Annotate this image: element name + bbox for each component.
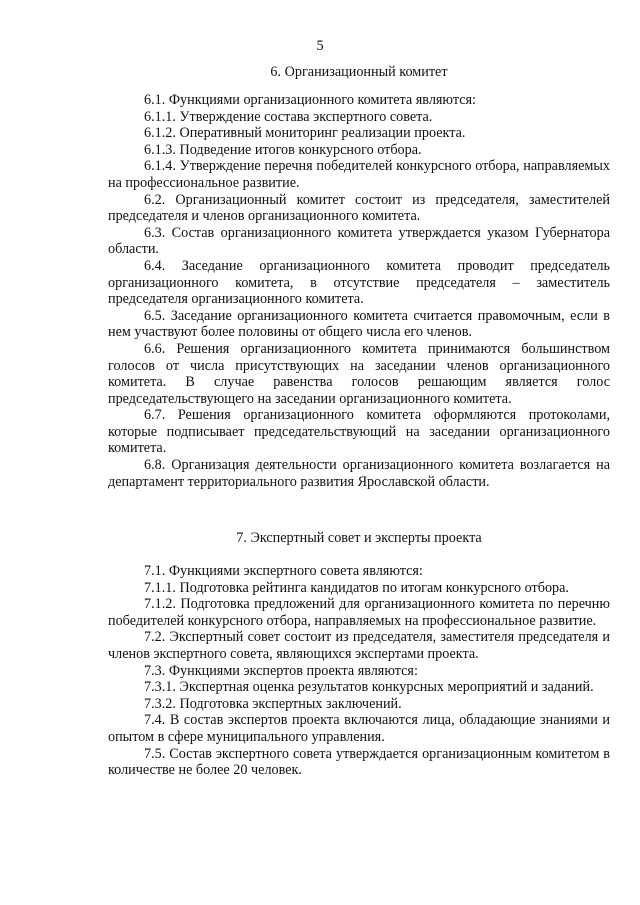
paragraph-6-1-1: 6.1.1. Утверждение состава экспертного совета. bbox=[144, 108, 433, 125]
paragraph-7-3-1: 7.3.1. Экспертная оценка результатов конкурсных мероприятий и заданий. bbox=[144, 679, 594, 696]
paragraph-7-1-2: 7.1.2. Подготовка предложений для организационного комитета по перечню победителей конкурсного отбора, направляемых на профессиональное развитие. bbox=[108, 596, 610, 629]
paragraph-6-1-3: 6.1.3. Подведение итогов конкурсного отбора. bbox=[144, 141, 422, 158]
section-7-body bbox=[108, 563, 610, 779]
section-6-heading: 6. Организационный комитет bbox=[270, 64, 448, 80]
paragraph-7-2: 7.2. Экспертный совет состоит из председателя, заместителя председателя и членов экспертного совета, являющихся экспертами проекта. bbox=[108, 629, 610, 662]
paragraph-7-4: 7.4. В состав экспертов проекта включаются лица, обладающие знаниями и опытом в сфере муниципального управления. bbox=[108, 712, 610, 745]
section-7-heading: 7. Экспертный совет и эксперты проекта bbox=[236, 530, 482, 546]
section-6-body bbox=[108, 92, 610, 490]
paragraph-6-4: 6.4. Заседание организационного комитета проводит председатель организационного комитета, в отсутствие председателя – заместитель председателя организационного комитета. bbox=[108, 257, 610, 308]
paragraph-6-6: 6.6. Решения организационного комитета принимаются большинством голосов от числа присутствующих на заседании членов организационного комитета. В случае равенства голосов решающим является голос председательствующего на заседании организационного комитета. bbox=[108, 340, 610, 407]
paragraph-6-5: 6.5. Заседание организационного комитета считается правомочным, если в нем участвуют более половины от общего числа его членов. bbox=[108, 307, 610, 341]
paragraph-7-5: 7.5. Состав экспертного совета утверждается организационным комитетом в количестве не более 20 человек. bbox=[108, 745, 610, 779]
paragraph-7-1: 7.1. Функциями экспертного совета являются: bbox=[144, 563, 423, 579]
paragraph-6-1-2: 6.1.2. Оперативный мониторинг реализации проекта. bbox=[144, 125, 466, 142]
paragraph-6-8: 6.8. Организация деятельности организационного комитета возлагается на департамент территориального развития Ярославской области. bbox=[108, 457, 610, 490]
paragraph-7-1-1: 7.1.1. Подготовка рейтинга кандидатов по итогам конкурсного отбора. bbox=[144, 579, 569, 596]
paragraph-7-3: 7.3. Функциями экспертов проекта являются: bbox=[144, 662, 418, 679]
paragraph-7-3-2: 7.3.2. Подготовка экспертных заключений. bbox=[144, 695, 402, 712]
paragraph-6-7: 6.7. Решения организационного комитета оформляются протоколами, которые подписывает председательствующий на заседании организационного комитета. bbox=[108, 407, 610, 457]
page-number: 5 bbox=[316, 38, 324, 54]
paragraph-6-1-4: 6.1.4. Утверждение перечня победителей конкурсного отбора, направляемых на профессиональное развитие. bbox=[108, 158, 610, 191]
paragraph-6-2: 6.2. Организационный комитет состоит из председателя, заместителей председателя и членов организационного комитета. bbox=[108, 191, 610, 225]
paragraph-6-1: 6.1. Функциями организационного комитета являются: bbox=[144, 92, 476, 108]
paragraph-6-3: 6.3. Состав организационного комитета утверждается указом Губернатора области. bbox=[108, 224, 610, 258]
